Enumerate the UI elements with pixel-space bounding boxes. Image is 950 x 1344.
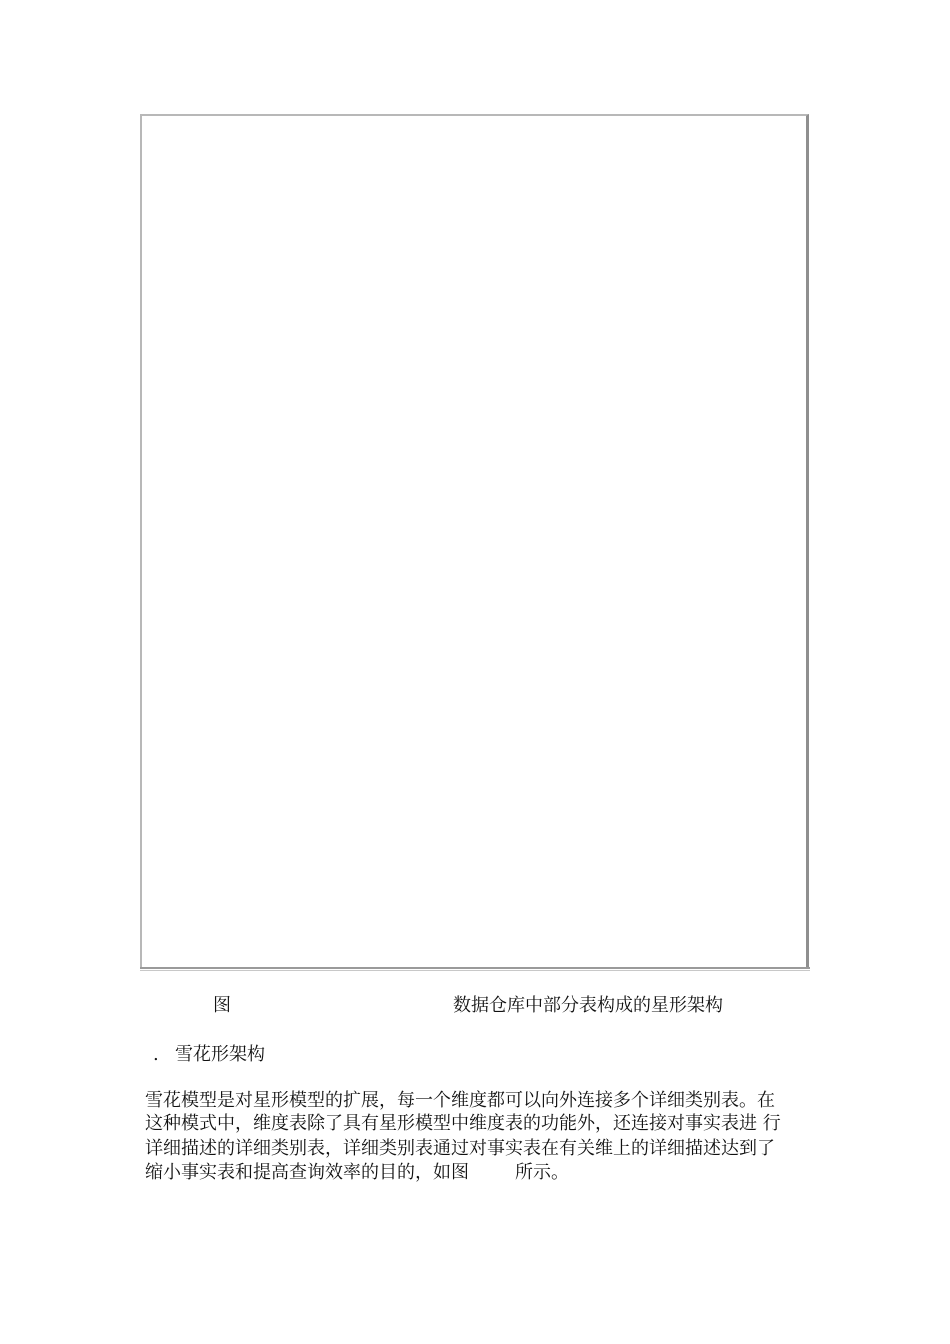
- figure-caption-label: 图: [213, 995, 231, 1016]
- paragraph-line-3: 详细描述的详细类别表，详细类别表通过对事实表在有关维上的详细描述达到了: [145, 1138, 775, 1159]
- paragraph-line-4: [145, 1162, 569, 1184]
- section-heading: [153, 1044, 265, 1066]
- figure-caption-text: 数据仓库中部分表构成的星形架构: [453, 995, 723, 1016]
- paragraph-line-1: 雪花模型是对星形模型的扩展，每一个维度都可以向外连接多个详细类别表。在: [145, 1090, 775, 1111]
- section-number: .: [153, 1044, 159, 1065]
- figure-frame-bottom-rule: [140, 967, 810, 971]
- section-title: 雪花形架构: [175, 1044, 265, 1065]
- paragraph-line-4-end: 所示。: [515, 1162, 569, 1183]
- figure-image-frame: [140, 114, 809, 969]
- paragraph-line-2: 这种模式中，维度表除了具有星形模型中维度表的功能外，还连接对事实表进 行: [145, 1113, 781, 1134]
- paragraph-line-4-start: 缩小事实表和提高查询效率的目的，如图: [145, 1162, 469, 1183]
